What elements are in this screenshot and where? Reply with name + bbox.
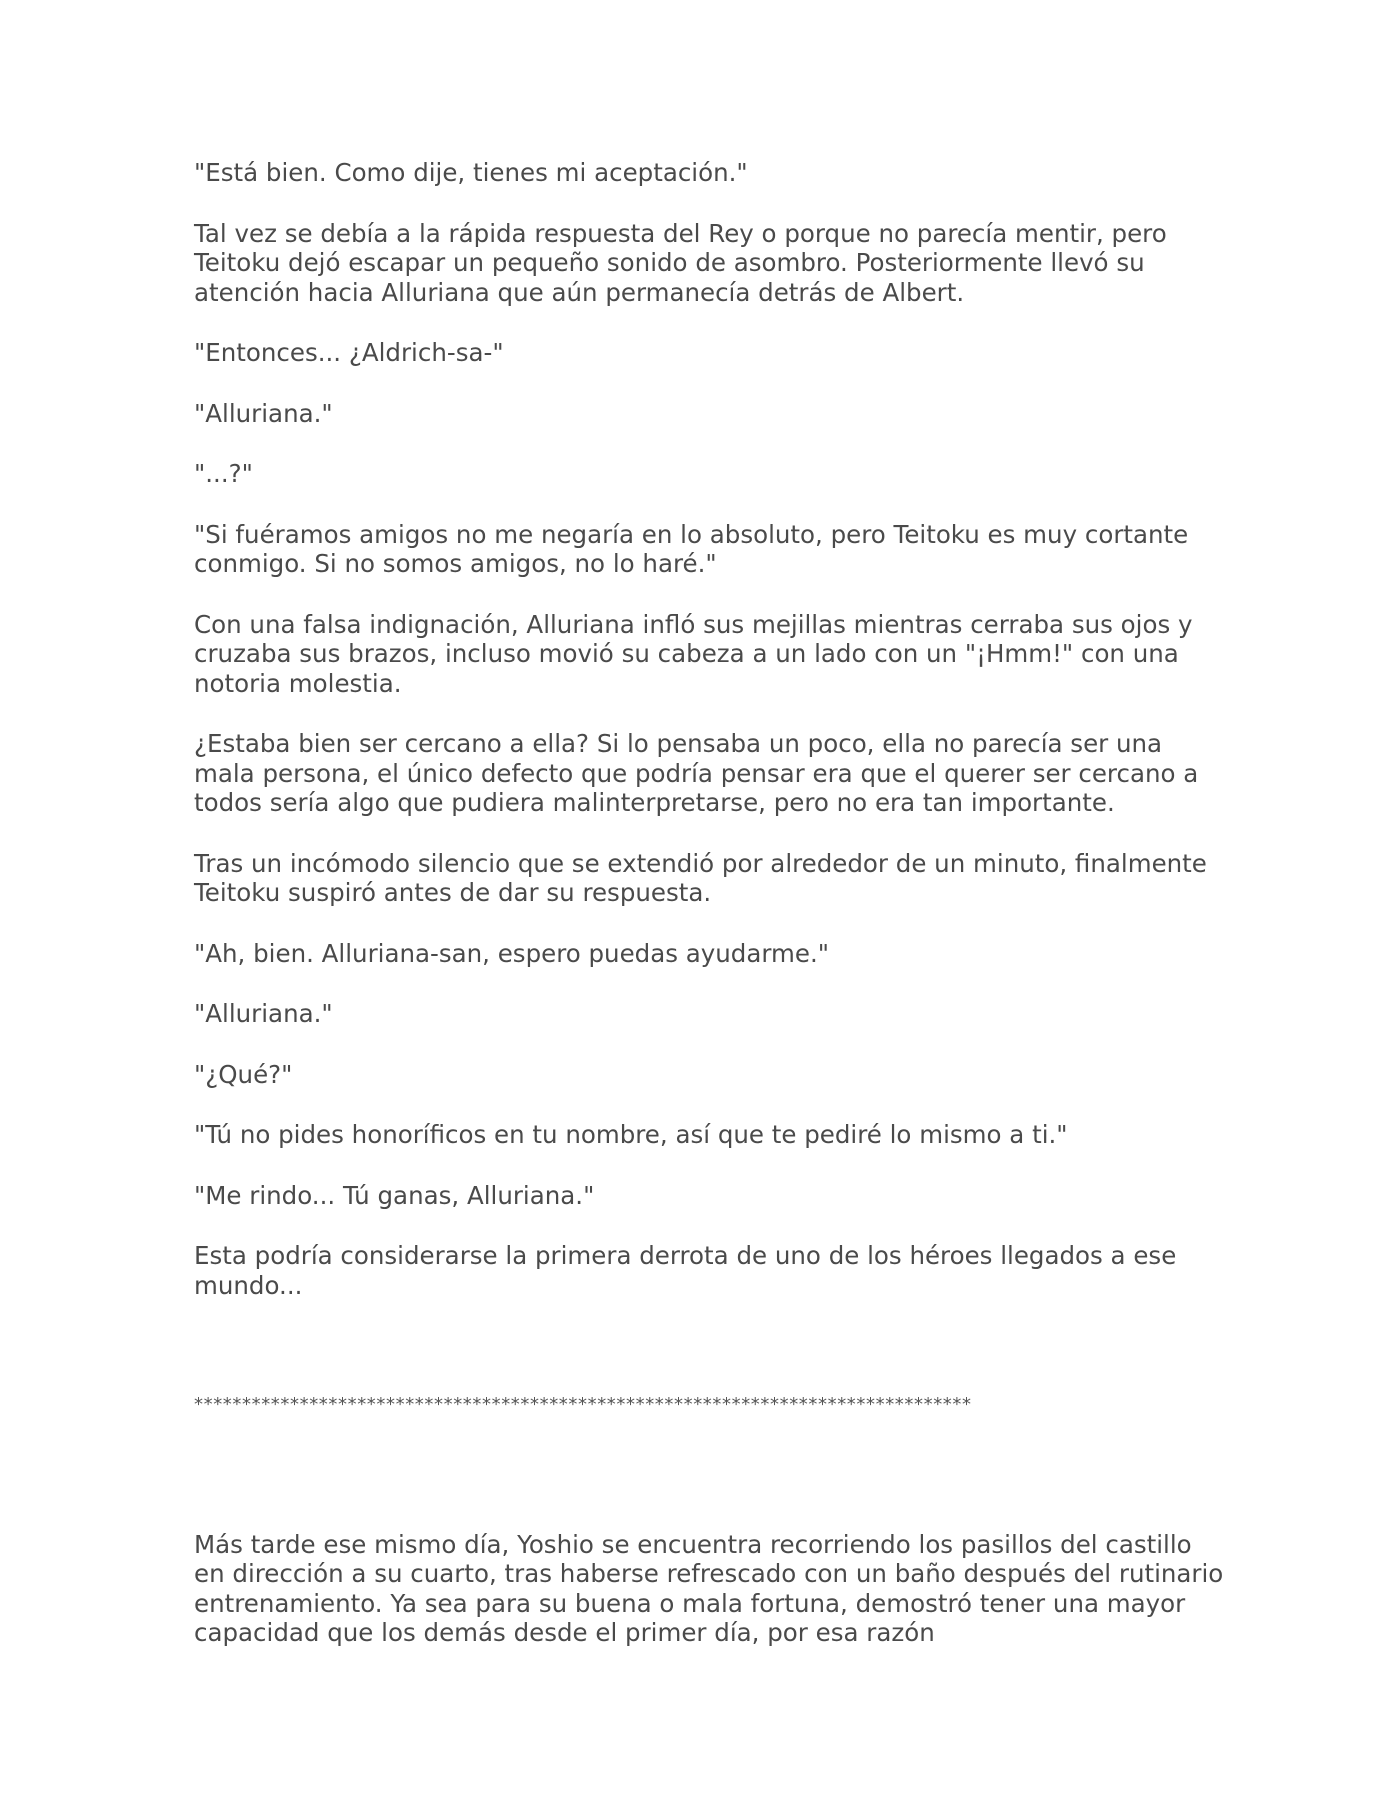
document-body — [194, 158, 1224, 1679]
paragraph: "Si fuéramos amigos no me negaría en lo absoluto, pero Teitoku es muy cortante conmigo. Si no somos amigos, no lo haré." — [194, 519, 1189, 578]
paragraph: "Alluriana." — [194, 398, 333, 428]
paragraph: Más tarde ese mismo día, Yoshio se encuentra recorriendo los pasillos del castillo en dirección a su cuarto, tras haberse refrescado con un baño después del rutinario entrenamiento. Ya sea para su buena o mala fortuna, demostró tener una mayor capacidad que los demás desde el primer día, por esa razón — [194, 1529, 1224, 1647]
paragraph: "Me rindo... Tú ganas, Alluriana." — [194, 1180, 595, 1210]
paragraph: "Ah, bien. Alluriana-san, espero puedas ayudarme." — [194, 938, 830, 968]
paragraph: "Entonces... ¿Aldrich-sa-" — [194, 338, 504, 367]
paragraph: Esta podría considerarse la primera derrota de uno de los héroes llegados a ese mundo... — [194, 1241, 1177, 1300]
paragraph: Tal vez se debía a la rápida respuesta del Rey o porque no parecía mentir, pero Teitoku dejó escapar un pequeño sonido de asombro. Posteriormente llevó su atención hacia Alluriana que aún permanecía detrás de Albert. — [194, 218, 1167, 307]
paragraph: Con una falsa indignación, Alluriana infló sus mejillas mientras cerraba sus ojos y cruzaba sus brazos, incluso movió su cabeza a un lado con un "¡Hmm!" con una notoria molestia. — [194, 609, 1193, 698]
paragraph: "Alluriana." — [194, 999, 333, 1028]
paragraph: "¿Qué?" — [194, 1059, 293, 1089]
paragraph: "Tú no pides honoríficos en tu nombre, así que te pediré lo mismo a ti." — [194, 1120, 1068, 1149]
paragraph: Tras un incómodo silencio que se extendió por alrededor de un minuto, finalmente Teitoku suspiró antes de dar su respuesta. — [194, 848, 1207, 907]
paragraph: "Está bien. Como dije, tienes mi aceptación." — [194, 158, 748, 187]
paragraph: "...?" — [194, 459, 253, 488]
paragraph: ¿Estaba bien ser cercano a ella? Si lo pensaba un poco, ella no parecía ser una mala persona, el único defecto que podría pensar era que el querer ser cercano a todos sería algo que pudiera malinterpretarse, pero no era tan importante. — [194, 729, 1199, 817]
scene-separator: ********************************************************************************* — [194, 1394, 972, 1415]
